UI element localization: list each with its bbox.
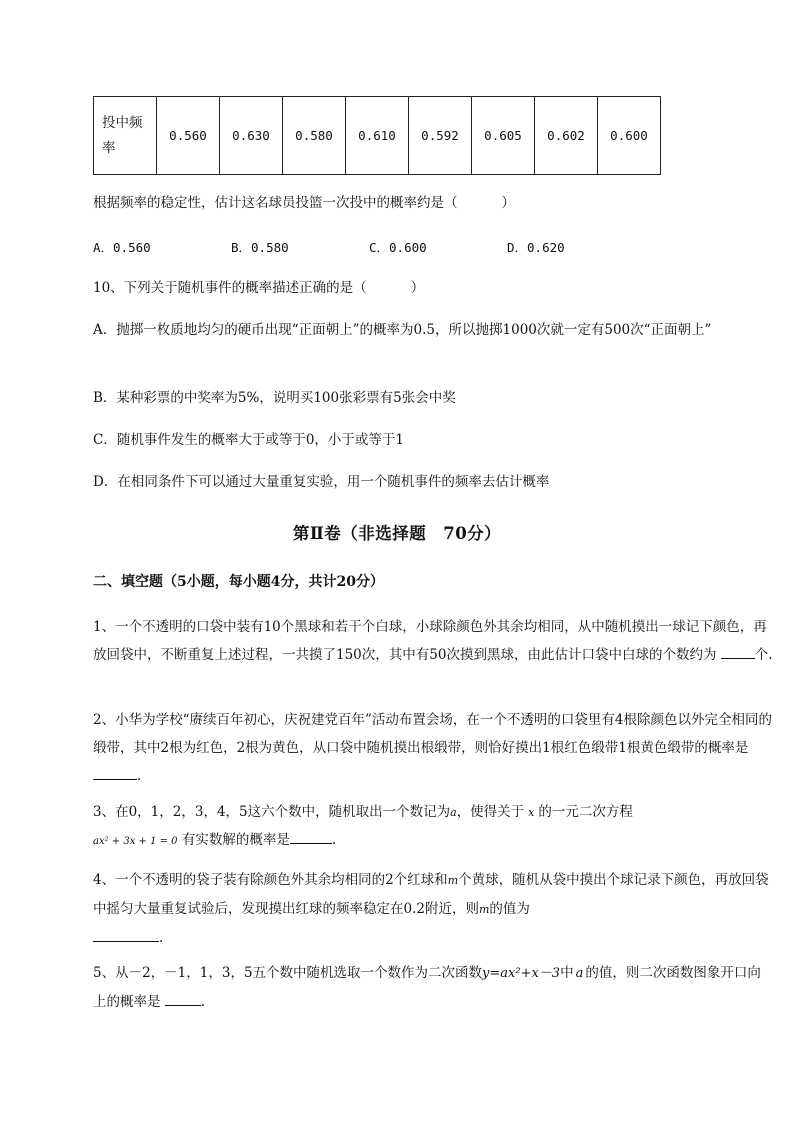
fill-q3-tail: . — [331, 832, 337, 848]
math-variable: x — [528, 806, 535, 819]
q10-stem — [93, 275, 424, 301]
q9-stem-text: 根据频率的稳定性，估计这名球员投篮一次投中的概率约是（ — [93, 195, 458, 211]
fill-q1-text: 1、一个不透明的口袋中装有10个黑球和若干个白球，小球除颜色外其余均相同，从中随机摸出一球记下颜色，再放回袋中，不断重复上述过程，一共摸了150次，其中有50次摸到黑球，由此估计口袋中白球的个数约为 — [93, 619, 767, 663]
table-cell: 0.592 — [409, 97, 472, 175]
math-variable: m — [447, 874, 459, 887]
row-label-line-2: 率 — [102, 139, 116, 156]
q10-stem-close: ） — [410, 280, 425, 296]
frequency-table — [93, 96, 661, 175]
table-cell: 0.560 — [157, 97, 220, 175]
fill-q2-text: 2、小华为学校“赓续百年初心，庆祝建党百年”活动布置会场，在一个不透明的口袋里有4根除颜色以外完全相同的缎带，其中2根为红色，2根为黄色，从口袋中随机摸出根缎带，则恰好摸出1根红色缎带1根黄色缎带的概率是 — [93, 712, 772, 756]
q9-option-c: C．0.600 — [369, 240, 427, 255]
section-title: 第Ⅱ卷（非选择题 70分） — [292, 524, 502, 543]
answer-blank — [721, 644, 755, 659]
fill-q2-tail: . — [137, 768, 142, 784]
q10-option-c: C．随机事件发生的概率大于或等于0，小于或等于1 — [93, 432, 405, 448]
q9-stem-close: ） — [501, 195, 515, 211]
quadratic-equation: ax² + 3x + 1 = 0 — [93, 836, 178, 847]
math-variable: a — [450, 806, 457, 819]
fill-q3-line1 — [93, 799, 633, 826]
fill-q5-tail: . — [200, 994, 206, 1010]
answer-blank — [290, 829, 332, 844]
subsection-title: 二、填空题（5小题，每小题4分，共计20分） — [93, 574, 384, 590]
fill-q4-text2: 个黄球，随机从袋中摸出个球记录下颜色，再放回袋中摇匀大量重复试验后，发现摸出红球的频率稳定在0.2附近，则 — [93, 872, 769, 917]
q10-option-d: D．在相同条件下可以通过大量重复实验，用一个随机事件的频率去估计概率 — [93, 474, 550, 490]
fill-q3-line2 — [93, 827, 336, 855]
fill-q4-text: 4、一个不透明的袋子装有除颜色外其余均相同的2个红球和 — [93, 872, 448, 888]
q9-option-a: A．0.560 — [93, 240, 151, 255]
table-cell: 0.600 — [598, 97, 661, 175]
answer-blank — [93, 765, 137, 780]
quadratic-function: y=ax²+x－3 — [482, 966, 561, 981]
q10-stem-text: 10、下列关于随机事件的概率描述正确的是（ — [93, 280, 367, 296]
q9-option-d: D．0.620 — [507, 240, 565, 255]
table-cell: 0.580 — [283, 97, 346, 175]
q9-options — [93, 235, 693, 261]
table-cell: 0.605 — [472, 97, 535, 175]
fill-q3-end: 的一元二次方程 — [538, 804, 633, 820]
fill-q4-text3: 的值为 — [489, 901, 530, 917]
fill-q4-tail: . — [159, 930, 164, 946]
table-cell: 0.610 — [346, 97, 409, 175]
q10-option-b: B．某种彩票的中奖率为5%，说明买100张彩票有5张会中奖 — [93, 390, 456, 406]
q9-option-b: B．0.580 — [231, 240, 289, 255]
table-row — [94, 97, 661, 175]
math-variable: m — [478, 903, 490, 916]
fill-q5 — [93, 959, 773, 1016]
q9-stem — [93, 190, 515, 216]
table-cell: 0.630 — [220, 97, 283, 175]
table-cell: 0.602 — [535, 97, 598, 175]
row-label-cell — [94, 97, 157, 175]
fill-q3-text2: 有实数解的概率是 — [181, 832, 290, 848]
fill-q5-text: 5、从－2，－1，1，3，5五个数中随机选取一个数作为二次函数 — [93, 965, 483, 981]
fill-q3-text: 3、在0，1，2，3，4，5这六个数中，随机取出一个数记为 — [93, 804, 451, 820]
q10-option-a: A．抛掷一枚质地均匀的硬币出现“正面朝上”的概率为0.5，所以抛掷1000次就一定有500次“正面朝上” — [93, 322, 712, 338]
fill-q2 — [93, 706, 773, 790]
fill-q4 — [93, 866, 773, 952]
fill-q3-mid: ，使得关于 — [456, 804, 525, 820]
fill-q1 — [93, 613, 773, 669]
row-label-line-1: 投中频 — [102, 114, 143, 131]
fill-q1-tail: 个. — [754, 647, 773, 663]
answer-blank — [165, 991, 201, 1006]
fill-q5-text3: 的值，则二次函数图象开口向上的概率是 — [93, 965, 761, 1010]
fill-q5-text2: 中 — [560, 965, 574, 981]
math-variable: a — [575, 966, 584, 981]
answer-blank — [93, 927, 159, 942]
